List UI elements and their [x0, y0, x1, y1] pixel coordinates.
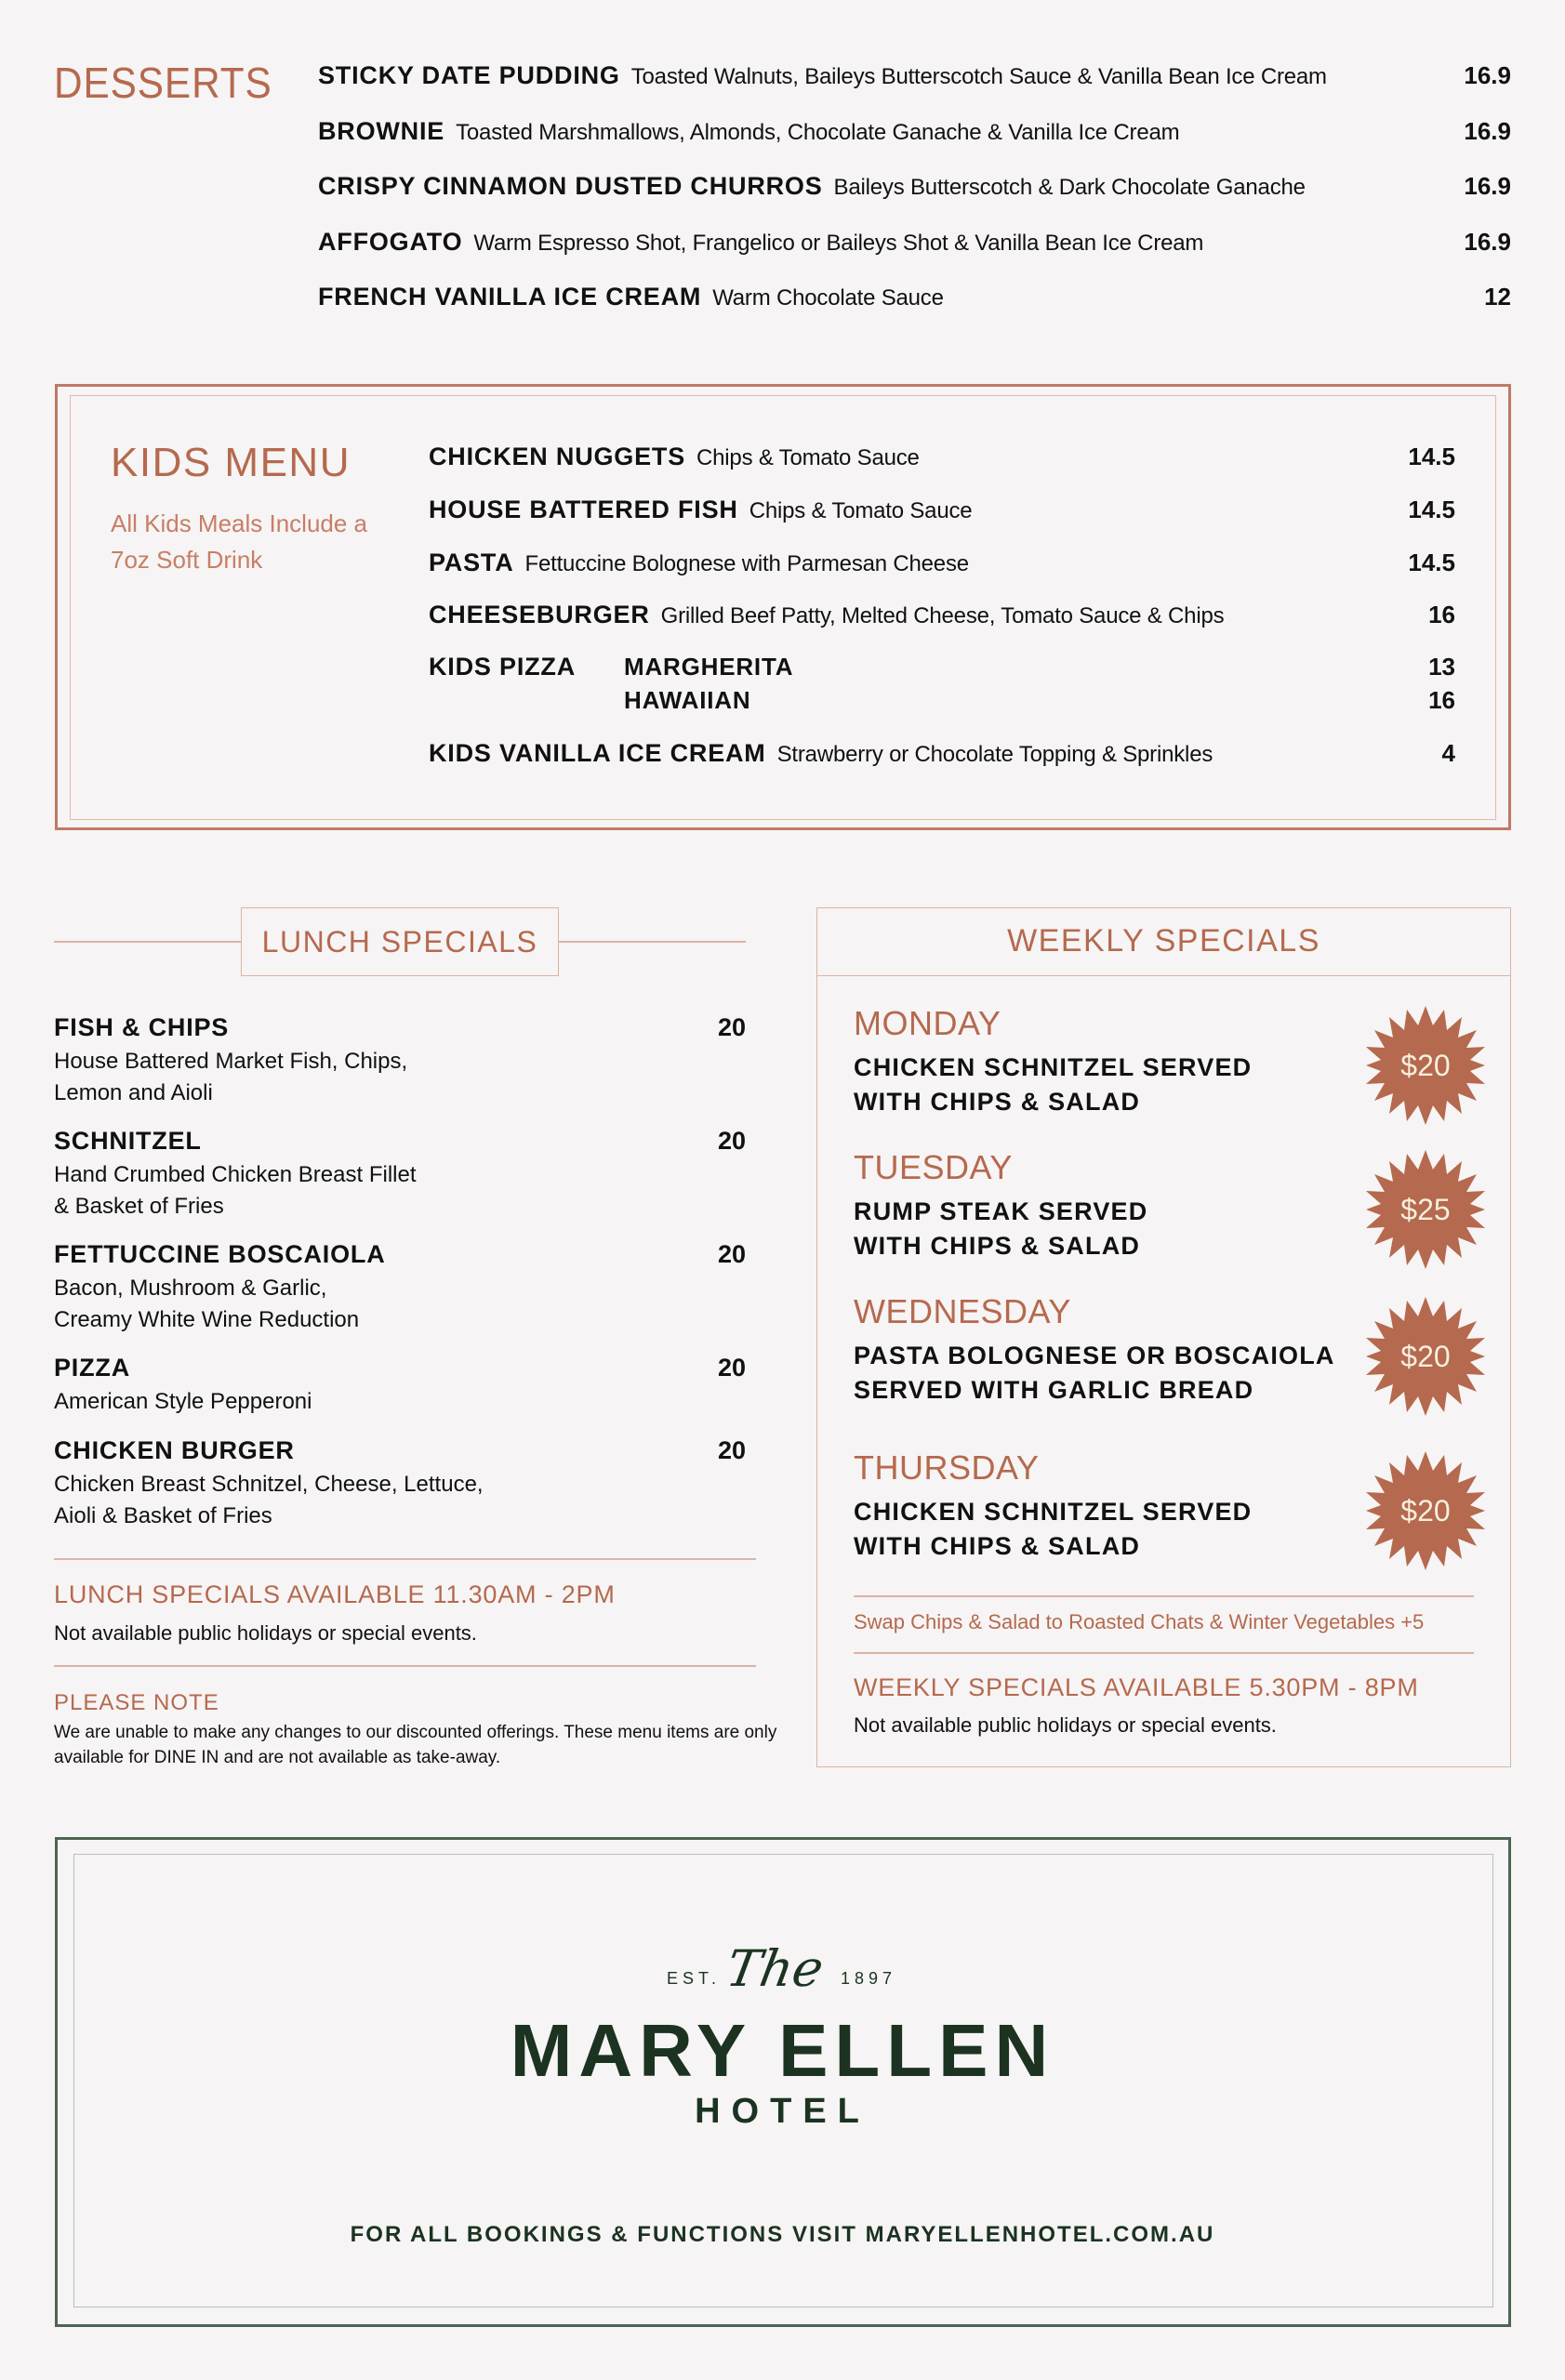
lunch-item-desc: American Style Pepperoni [54, 1389, 312, 1414]
dessert-name: AFFOGATO [318, 228, 463, 256]
lunch-specials-heading [241, 907, 559, 976]
kids-item-desc: Chips & Tomato Sauce [749, 498, 973, 523]
kids-item-price: 14.5 [1408, 496, 1455, 523]
kids-item-price: 4 [1441, 739, 1455, 767]
kids-item-price: 14.5 [1408, 549, 1455, 576]
bookings-link[interactable]: FOR ALL BOOKINGS & FUNCTIONS VISIT MARYELLENHOTEL.COM.AU [350, 2222, 1215, 2247]
desserts-heading: DESSERTS [54, 59, 272, 107]
swap-note: Swap Chips & Salad to Roasted Chats & Winter Vegetables +5 [854, 1610, 1425, 1633]
kids-item-price: 16 [1428, 601, 1455, 628]
please-note-text: We are unable to make any changes to our discounted offerings. These menu items are only available for DINE IN and are not available as take-away. [54, 1723, 777, 1767]
price-starburst-badge [1366, 1297, 1485, 1416]
weekly-day-tuesday [854, 1148, 1147, 1263]
day-desc: WITH CHIPS & SALAD [854, 1232, 1141, 1260]
kids-item-name: CHEESEBURGER [429, 601, 650, 628]
kids-item-desc: Chips & Tomato Sauce [696, 445, 920, 470]
kids-item [429, 601, 1455, 629]
weekly-specials-title: WEEKLY SPECIALS [1007, 923, 1320, 959]
kids-pizza-option: HAWAIIAN [624, 686, 751, 714]
weekly-divider [854, 1595, 1474, 1597]
starburst-price: $20 [1400, 1493, 1451, 1527]
lunch-availability: LUNCH SPECIALS AVAILABLE 11.30AM - 2PM [54, 1580, 616, 1608]
dessert-price: 16.9 [1464, 61, 1511, 89]
lunch-heading-rule-left [54, 941, 242, 943]
please-note-title: PLEASE NOTE [54, 1690, 219, 1715]
logo-name: MARY ELLEN [510, 2009, 1055, 2092]
lunch-item [54, 1127, 746, 1223]
kids-pizza-option-price: 16 [1428, 686, 1455, 714]
kids-item-price: 14.5 [1408, 443, 1455, 470]
lunch-item [54, 1013, 746, 1109]
price-starburst-badge [1366, 1006, 1485, 1125]
lunch-item-desc: Lemon and Aioli [54, 1080, 213, 1105]
kids-pizza-option: MARGHERITA [624, 653, 794, 681]
day-name: TUESDAY [854, 1148, 1013, 1186]
logo-the-script: The [722, 1939, 829, 1998]
dessert-name: FRENCH VANILLA ICE CREAM [318, 283, 702, 311]
day-name: THURSDAY [854, 1448, 1040, 1487]
lunch-item-name: SCHNITZEL [54, 1127, 202, 1155]
dessert-item [318, 283, 1511, 320]
dessert-desc: Warm Chocolate Sauce [712, 285, 944, 311]
weekly-day-thursday [854, 1448, 1252, 1564]
kids-item-name: CHICKEN NUGGETS [429, 443, 686, 470]
weekly-divider [854, 1652, 1474, 1654]
dessert-item [318, 228, 1511, 265]
weekly-availability: WEEKLY SPECIALS AVAILABLE 5.30PM - 8PM [854, 1673, 1419, 1701]
lunch-availability-note: Not available public holidays or special events. [54, 1621, 477, 1645]
dessert-desc: Toasted Walnuts, Baileys Butterscotch Sauce & Vanilla Bean Ice Cream [630, 64, 1327, 89]
kids-menu-heading: KIDS MENU [111, 440, 351, 485]
kids-item [429, 549, 1455, 577]
lunch-item-name: FISH & CHIPS [54, 1013, 230, 1041]
lunch-item [54, 1240, 746, 1336]
kids-item-name: HOUSE BATTERED FISH [429, 496, 738, 523]
lunch-divider [54, 1665, 756, 1667]
dessert-price: 16.9 [1464, 228, 1511, 256]
starburst-price: $25 [1400, 1192, 1451, 1226]
day-desc: WITH CHIPS & SALAD [854, 1088, 1141, 1116]
dessert-name: BROWNIE [318, 117, 445, 145]
logo-year: 1897 [841, 1969, 897, 1988]
dessert-item [318, 61, 1511, 99]
day-desc: WITH CHIPS & SALAD [854, 1532, 1141, 1560]
starburst-price: $20 [1400, 1048, 1451, 1082]
lunch-item-desc: Chicken Breast Schnitzel, Cheese, Lettuce, [54, 1472, 484, 1497]
logo-hotel: HOTEL [695, 2092, 870, 2131]
day-desc: CHICKEN SCHNITZEL SERVED [854, 1053, 1253, 1081]
kids-item [429, 739, 1455, 768]
weekly-day-monday [854, 1004, 1252, 1119]
lunch-item-desc: Aioli & Basket of Fries [54, 1503, 272, 1528]
dessert-desc: Baileys Butterscotch & Dark Chocolate Ganache [833, 175, 1306, 200]
lunch-item [54, 1436, 746, 1532]
dessert-price: 12 [1484, 283, 1511, 311]
kids-menu-note: All Kids Meals Include a 7oz Soft Drink [111, 509, 368, 574]
price-starburst-badge [1366, 1451, 1485, 1570]
lunch-divider [54, 1558, 756, 1560]
dessert-price: 16.9 [1464, 172, 1511, 200]
weekly-specials-heading [816, 907, 1511, 976]
dessert-name: STICKY DATE PUDDING [318, 61, 620, 89]
starburst-price: $20 [1400, 1339, 1451, 1373]
day-name: MONDAY [854, 1004, 1001, 1042]
lunch-item-price: 20 [717, 1013, 746, 1041]
price-starburst-badge [1366, 1150, 1485, 1269]
dessert-desc: Warm Espresso Shot, Frangelico or Baileys Shot & Vanilla Bean Ice Cream [473, 231, 1204, 256]
day-desc: SERVED WITH GARLIC BREAD [854, 1376, 1254, 1404]
kids-item [429, 443, 1455, 471]
lunch-item-desc: House Battered Market Fish, Chips, [54, 1049, 408, 1074]
lunch-item-desc: Bacon, Mushroom & Garlic, [54, 1276, 327, 1301]
dessert-desc: Toasted Marshmallows, Almonds, Chocolate Ganache & Vanilla Ice Cream [456, 120, 1180, 145]
day-desc: CHICKEN SCHNITZEL SERVED [854, 1498, 1253, 1526]
kids-item-desc: Strawberry or Chocolate Topping & Sprinkles [776, 742, 1214, 767]
lunch-item-name: FETTUCCINE BOSCAIOLA [54, 1240, 386, 1268]
kids-item-name: PASTA [429, 549, 514, 576]
lunch-item-name: PIZZA [54, 1354, 130, 1382]
day-desc: RUMP STEAK SERVED [854, 1197, 1148, 1225]
lunch-heading-rule-right [558, 941, 746, 943]
dessert-name: CRISPY CINNAMON DUSTED CHURROS [318, 172, 823, 200]
weekly-availability-note: Not available public holidays or special events. [854, 1713, 1277, 1737]
kids-item-desc: Grilled Beef Patty, Melted Cheese, Tomato Sauce & Chips [660, 603, 1225, 628]
day-desc: PASTA BOLOGNESE OR BOSCAIOLA [854, 1342, 1335, 1369]
weekly-day-wednesday [854, 1292, 1335, 1408]
lunch-item-desc: & Basket of Fries [54, 1194, 224, 1219]
kids-pizza-option-price: 13 [1428, 653, 1455, 681]
kids-item [429, 496, 1455, 524]
lunch-item-desc: Hand Crumbed Chicken Breast Fillet [54, 1162, 417, 1187]
kids-item-name: KIDS VANILLA ICE CREAM [429, 739, 766, 767]
lunch-item-desc: Creamy White Wine Reduction [54, 1307, 360, 1332]
lunch-item-price: 20 [717, 1436, 746, 1464]
lunch-item-price: 20 [717, 1354, 746, 1382]
kids-pizza [429, 653, 1455, 681]
kids-pizza-name: KIDS PIZZA [429, 653, 577, 681]
kids-item-desc: Fettuccine Bolognese with Parmesan Cheese [524, 551, 969, 576]
lunch-item [54, 1354, 746, 1418]
lunch-item-name: CHICKEN BURGER [54, 1436, 295, 1464]
dessert-item [318, 117, 1511, 154]
lunch-item-price: 20 [717, 1127, 746, 1155]
dessert-price: 16.9 [1464, 117, 1511, 145]
lunch-item-price: 20 [717, 1240, 746, 1268]
dessert-item [318, 172, 1511, 209]
lunch-specials-title: LUNCH SPECIALS [261, 924, 538, 959]
logo-est: EST. [667, 1969, 722, 1988]
day-name: WEDNESDAY [854, 1292, 1071, 1330]
